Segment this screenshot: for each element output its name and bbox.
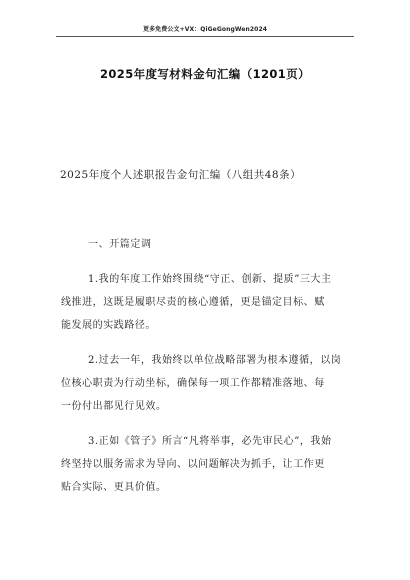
paragraph-line: 贴合实际、更具价值。: [61, 482, 167, 493]
document-title: 2025年度写材料金句汇编（1201页）: [99, 67, 310, 81]
header-note: 更多免费公文+VX：QiGeGongWen2024: [142, 26, 267, 33]
paragraph-line: 能发展的实践路径。: [61, 320, 156, 331]
document-subtitle: 2025年度个人述职报告金句汇编（八组共48条）: [60, 169, 302, 181]
paragraph-line: 线推进，这既是履职尽责的核心遵循，更是锚定目标、赋: [61, 297, 325, 308]
paragraph-1: [61, 268, 350, 337]
paragraph-line: 1.我的年度工作始终围绕“守正、创新、提质”三大主: [88, 274, 332, 285]
paragraph-line: 终坚持以服务需求为导向、以问题解决为抓手，让工作更: [61, 459, 325, 470]
paragraph-line: 3.正如《管子》所言“凡将举事，必先审民心”，我始: [88, 436, 332, 447]
header-divider: [56, 36, 354, 37]
paragraph-line: 一份付出都见行见效。: [61, 401, 167, 412]
paragraph-3: [61, 430, 350, 499]
paragraph-line: 2.过去一年，我始终以单位战略部署为根本遵循，以岗: [88, 355, 342, 366]
section-heading: 一、开篇定调: [88, 239, 152, 250]
paragraph-line: 位核心职责为行动坐标，确保每一项工作都精准落地、每: [61, 378, 325, 389]
paragraph-2: [61, 349, 350, 418]
